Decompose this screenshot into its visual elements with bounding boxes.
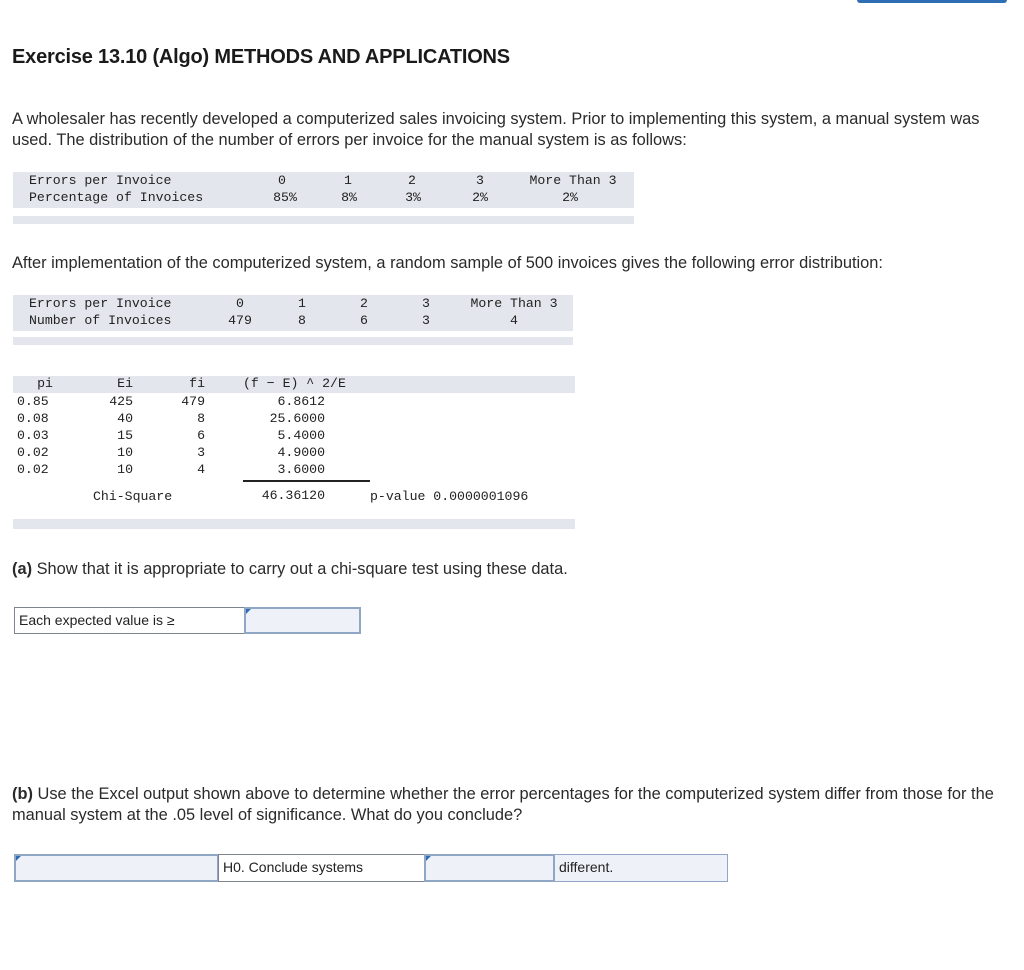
part-a-letter: (a) bbox=[12, 560, 33, 578]
conclude-systems-label: H0. Conclude systems bbox=[218, 854, 425, 882]
ei-value: 15 bbox=[117, 428, 133, 443]
col-value: 3% bbox=[405, 190, 421, 205]
p-value: p-value 0.0000001096 bbox=[370, 489, 529, 504]
answer-marker-icon bbox=[426, 856, 431, 861]
col-head: More Than 3 bbox=[529, 173, 617, 188]
fi-value: 479 bbox=[181, 394, 205, 409]
header-fi: fi bbox=[189, 376, 205, 391]
part-b-question bbox=[12, 784, 1012, 826]
col-head: 0 bbox=[236, 296, 244, 311]
pi-value: 0.02 bbox=[17, 445, 49, 460]
excel-output-table bbox=[13, 376, 575, 529]
intro-paragraph: A wholesaler has recently developed a computerized sales invoicing system. Prior to implementing this system, a manual system was used. The distribution of the number of errors per invoice for the manual system is as follows: bbox=[12, 110, 980, 149]
col-value: 4 bbox=[510, 313, 518, 328]
part-b-letter: (b) bbox=[12, 785, 33, 803]
col-head: 1 bbox=[344, 173, 352, 188]
col-head: 1 bbox=[298, 296, 306, 311]
col-value: 6 bbox=[360, 313, 368, 328]
stat-value: 4.9000 bbox=[277, 445, 325, 460]
header-pi: pi bbox=[37, 376, 53, 391]
col-value: 85% bbox=[273, 190, 297, 205]
stat-value: 25.6000 bbox=[269, 411, 325, 426]
chi-square-value: 46.36120 bbox=[261, 488, 325, 503]
pi-value: 0.02 bbox=[17, 462, 49, 477]
col-head: 3 bbox=[476, 173, 484, 188]
fi-value: 3 bbox=[197, 445, 205, 460]
table-footer-band bbox=[13, 216, 634, 224]
header-statistic: (f − E) ^ 2/E bbox=[243, 376, 346, 391]
after-paragraph: After implementation of the computerized system, a random sample of 500 invoices gives the following error distribution: bbox=[12, 254, 883, 272]
row-label-number: Number of Invoices bbox=[29, 313, 172, 328]
ei-value: 425 bbox=[109, 394, 133, 409]
col-value: 479 bbox=[228, 313, 252, 328]
pi-value: 0.85 bbox=[17, 394, 49, 409]
pi-value: 0.03 bbox=[17, 428, 49, 443]
col-value: 3 bbox=[422, 313, 430, 328]
fi-value: 8 bbox=[197, 411, 205, 426]
part-b-text: Use the Excel output shown above to determine whether the error percentages for the computerized system differ from those for the manual system at the .05 level of significance. What do you conclude? bbox=[12, 785, 994, 824]
sum-underline bbox=[243, 480, 370, 482]
col-head: More Than 3 bbox=[470, 296, 558, 311]
systems-difference-dropdown[interactable] bbox=[424, 854, 555, 882]
stat-value: 3.6000 bbox=[277, 462, 325, 477]
ei-value: 40 bbox=[117, 411, 133, 426]
manual-distribution-table bbox=[13, 172, 634, 224]
col-head: 2 bbox=[360, 296, 368, 311]
col-head: 3 bbox=[422, 296, 430, 311]
row-label-errors: Errors per Invoice bbox=[29, 173, 172, 188]
chi-square-label: Chi-Square bbox=[93, 489, 173, 504]
col-value: 2% bbox=[562, 190, 578, 205]
page-title: Exercise 13.10 (Algo) METHODS AND APPLICATIONS bbox=[12, 46, 510, 68]
fi-value: 6 bbox=[197, 428, 205, 443]
table-footer-band bbox=[13, 337, 573, 345]
stat-value: 5.4000 bbox=[277, 428, 325, 443]
row-label-errors: Errors per Invoice bbox=[29, 296, 172, 311]
answer-marker-icon bbox=[16, 856, 21, 861]
col-head: 2 bbox=[408, 173, 416, 188]
ei-value: 10 bbox=[117, 445, 133, 460]
col-value: 2% bbox=[472, 190, 488, 205]
col-value: 8 bbox=[298, 313, 306, 328]
expected-value-answer-input[interactable] bbox=[244, 607, 361, 634]
footer-band bbox=[13, 519, 575, 529]
h0-decision-dropdown[interactable] bbox=[14, 854, 219, 882]
part-a-text: Show that it is appropriate to carry out a chi-square test using these data. bbox=[32, 560, 568, 578]
part-a-question bbox=[12, 559, 1012, 580]
answer-marker-icon bbox=[246, 609, 251, 614]
stat-value: 6.8612 bbox=[277, 394, 325, 409]
fi-value: 4 bbox=[197, 462, 205, 477]
expected-value-label: Each expected value is ≥ bbox=[14, 607, 245, 634]
ei-value: 10 bbox=[117, 462, 133, 477]
row-label-percentage: Percentage of Invoices bbox=[29, 190, 204, 205]
computerized-distribution-table bbox=[13, 295, 573, 345]
header-ei: Ei bbox=[117, 376, 133, 391]
different-label: different. bbox=[554, 854, 728, 882]
col-value: 8% bbox=[341, 190, 357, 205]
pi-value: 0.08 bbox=[17, 411, 49, 426]
top-accent-bar bbox=[857, 0, 1007, 3]
col-head: 0 bbox=[278, 173, 286, 188]
